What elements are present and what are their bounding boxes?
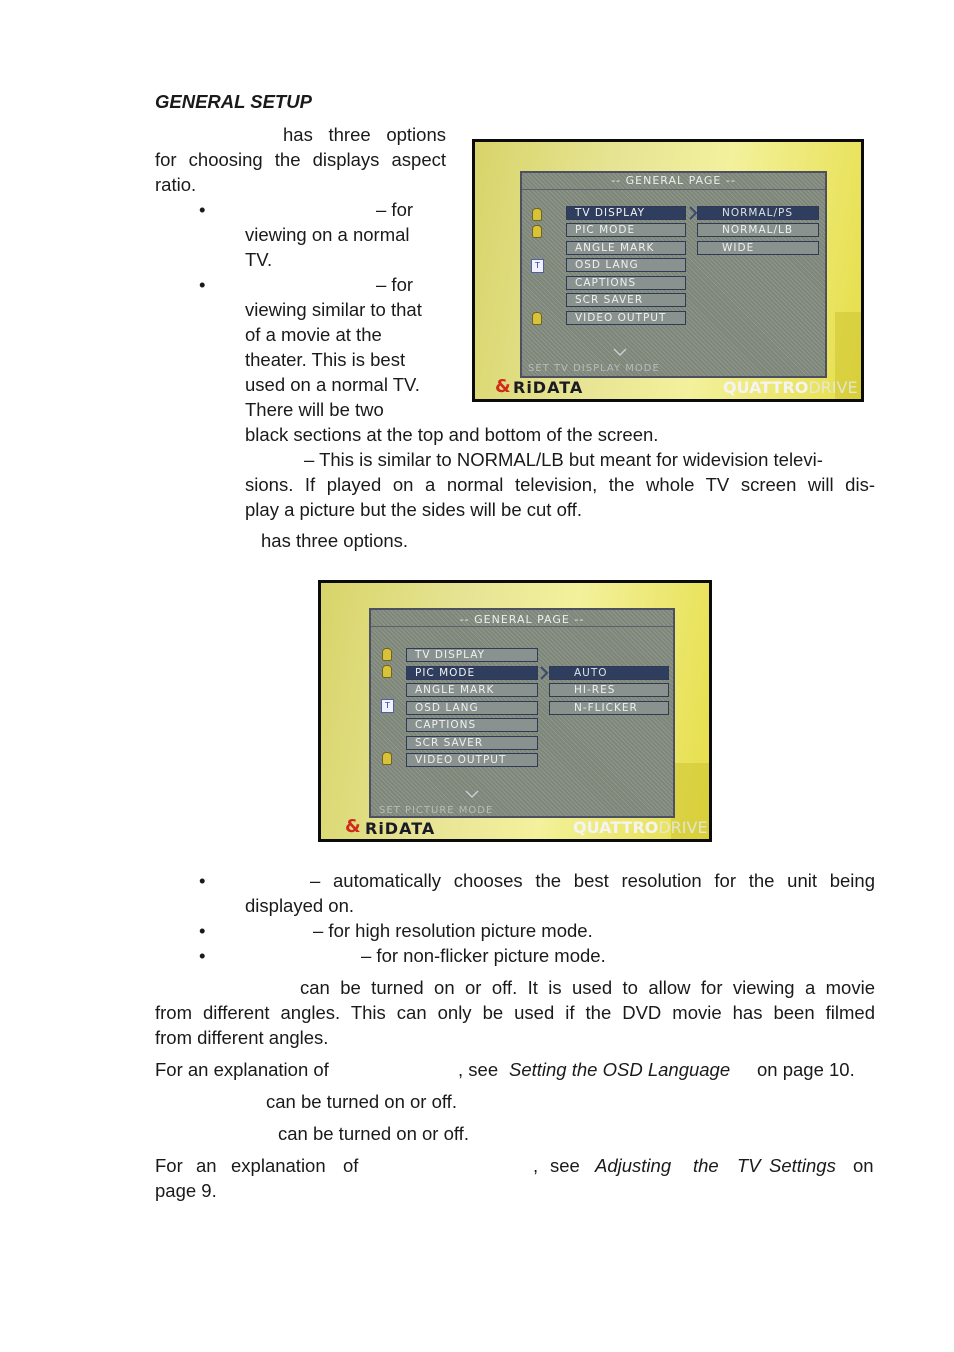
bullet-hi-res: •	[199, 920, 206, 941]
osd-lang-ref-title: Setting the OSD Language	[509, 1059, 731, 1080]
pic-mode-icon	[532, 225, 542, 238]
option-n-flicker[interactable]: N-FLICKER	[549, 701, 669, 715]
tv-display-icon	[532, 208, 542, 221]
video-output-comma: ,	[533, 1155, 539, 1176]
ridata-logo-icon: &	[495, 376, 511, 397]
status-text: SET TV DISPLAY MODE	[528, 363, 660, 374]
brand-right-bold: QUATTRO	[723, 378, 809, 397]
captions-line: can be turned on or off.	[266, 1091, 457, 1112]
option-wide[interactable]: WIDE	[697, 241, 819, 255]
menu-osd-lang[interactable]: OSD LANG	[406, 701, 538, 715]
video-output-ref-3	[737, 1153, 761, 1178]
ridata-logo-icon: &	[345, 816, 361, 837]
angle-mark-line-3: from different angles.	[155, 1027, 329, 1048]
video-output-on: on	[853, 1155, 874, 1176]
osd-lang-see: , see	[458, 1059, 499, 1080]
normal-lb-line-4: theater. This is best	[245, 349, 406, 370]
osd-lang-icon: T	[531, 259, 544, 273]
tv-display-intro-text: has three options	[283, 124, 446, 145]
normal-lb-line-6: There will be two	[245, 399, 384, 420]
menu-captions[interactable]: CAPTIONS	[406, 718, 538, 732]
tv-display-icon	[382, 648, 392, 661]
video-output-word-explanation: explanation	[231, 1155, 326, 1176]
brand-left: RiDATA	[513, 378, 584, 397]
video-output-icon	[532, 312, 542, 325]
auto-line-1: – automatically chooses the best resolution for the unit being	[310, 870, 875, 891]
panel-title-divider	[371, 626, 673, 627]
bullet-normal-lb: •	[199, 274, 206, 295]
option-auto[interactable]: AUTO	[549, 666, 669, 680]
video-output-ref-1	[595, 1153, 671, 1178]
menu-angle-mark[interactable]: ANGLE MARK	[566, 241, 686, 255]
video-output-ref-word-3: TV	[737, 1155, 761, 1176]
screenshot-tv-display	[472, 139, 864, 402]
menu-osd-lang[interactable]: OSD LANG	[566, 258, 686, 272]
normal-lb-dash: – for	[376, 274, 414, 295]
menu-scr-saver[interactable]: SCR SAVER	[406, 736, 538, 750]
section-heading: GENERAL SETUP	[155, 91, 312, 112]
video-output-ref-2	[693, 1153, 719, 1178]
panel-title: -- GENERAL PAGE --	[459, 613, 585, 626]
angle-mark-line-1: can be turned on or off. It is used to allow for viewing a movie	[300, 977, 875, 998]
video-output-word-an: an	[196, 1155, 217, 1176]
video-output-word-of: of	[343, 1155, 359, 1176]
osd-lang-ref	[509, 1057, 730, 1082]
pic-mode-intro: has three options.	[261, 530, 409, 551]
osd-lang-suffix: on page 10.	[757, 1059, 855, 1080]
video-output-word-for: For	[155, 1155, 183, 1176]
menu-video-output[interactable]: VIDEO OUTPUT	[566, 311, 686, 325]
osd-lang-prefix: For an explanation of	[155, 1059, 329, 1080]
video-output-line-2: page 9.	[155, 1180, 217, 1201]
menu-scr-saver[interactable]: SCR SAVER	[566, 293, 686, 307]
normal-ps-dash: – for	[376, 199, 414, 220]
menu-pic-mode[interactable]: PIC MODE	[406, 666, 538, 680]
video-output-ref-4	[769, 1153, 836, 1178]
pic-mode-icon	[382, 665, 392, 678]
brand-right	[723, 378, 858, 397]
normal-ps-line-2: viewing on a normal	[245, 224, 410, 245]
auto-line-2: displayed on.	[245, 895, 355, 916]
scr-saver-line: can be turned on or off.	[278, 1123, 469, 1144]
brand-left: RiDATA	[365, 819, 436, 838]
tv-display-intro-line-2: for choosing the displays aspect	[155, 149, 446, 170]
status-text: SET PICTURE MODE	[379, 805, 494, 816]
brand-right-thin: DRIVE	[658, 818, 708, 837]
brand-right-bold: QUATTRO	[573, 818, 659, 837]
video-output-icon	[382, 752, 392, 765]
bullet-normal-ps: •	[199, 199, 206, 220]
video-output-see: see	[550, 1155, 580, 1176]
panel-title: -- GENERAL PAGE --	[611, 174, 736, 187]
normal-lb-line-7: black sections at the top and bottom of the screen.	[245, 424, 659, 445]
bullet-n-flicker: •	[199, 945, 206, 966]
angle-mark-line-2: from different angles. This can only be used if the DVD movie has been filmed	[155, 1002, 875, 1023]
wide-line-3: play a picture but the sides will be cut off.	[245, 499, 582, 520]
hi-res-line: – for high resolution picture mode.	[313, 920, 593, 941]
menu-angle-mark[interactable]: ANGLE MARK	[406, 683, 538, 697]
wide-line-2: sions. If played on a normal television, the whole TV screen will dis-	[245, 474, 875, 495]
menu-captions[interactable]: CAPTIONS	[566, 276, 686, 290]
option-normal-ps[interactable]: NORMAL/PS	[697, 206, 819, 220]
tv-display-intro-line-3: ratio.	[155, 174, 197, 195]
video-output-ref-word-4: Settings	[769, 1155, 836, 1176]
menu-pic-mode[interactable]: PIC MODE	[566, 223, 686, 237]
menu-tv-display[interactable]: TV DISPLAY	[566, 206, 686, 220]
menu-video-output[interactable]: VIDEO OUTPUT	[406, 753, 538, 767]
panel-title-divider	[522, 189, 825, 190]
scroll-down-icon	[465, 790, 479, 799]
menu-tv-display[interactable]: TV DISPLAY	[406, 648, 538, 662]
bullet-auto: •	[199, 870, 206, 891]
option-normal-lb[interactable]: NORMAL/LB	[697, 223, 819, 237]
scroll-down-icon	[613, 348, 627, 357]
normal-ps-line-3: TV.	[245, 249, 273, 270]
brand-right-thin: DRIVE	[808, 378, 858, 397]
normal-lb-line-3: of a movie at the	[245, 324, 382, 345]
video-output-ref-word-2: the	[693, 1155, 719, 1176]
brand-right	[573, 818, 708, 837]
wide-line-1: – This is similar to NORMAL/LB but meant for widevision televi-	[304, 449, 823, 470]
n-flicker-line: – for non-flicker picture mode.	[361, 945, 606, 966]
general-page-panel	[369, 608, 675, 818]
osd-lang-icon: T	[381, 699, 394, 713]
normal-lb-line-5: used on a normal TV.	[245, 374, 420, 395]
video-output-ref-word-1: Adjusting	[595, 1155, 672, 1176]
normal-lb-line-2: viewing similar to that	[245, 299, 422, 320]
screenshot-pic-mode	[318, 580, 712, 842]
option-hi-res[interactable]: HI-RES	[549, 683, 669, 697]
general-page-panel	[520, 171, 827, 378]
tv-display-intro-line-1	[155, 122, 446, 147]
submenu-arrow-icon	[539, 666, 549, 680]
